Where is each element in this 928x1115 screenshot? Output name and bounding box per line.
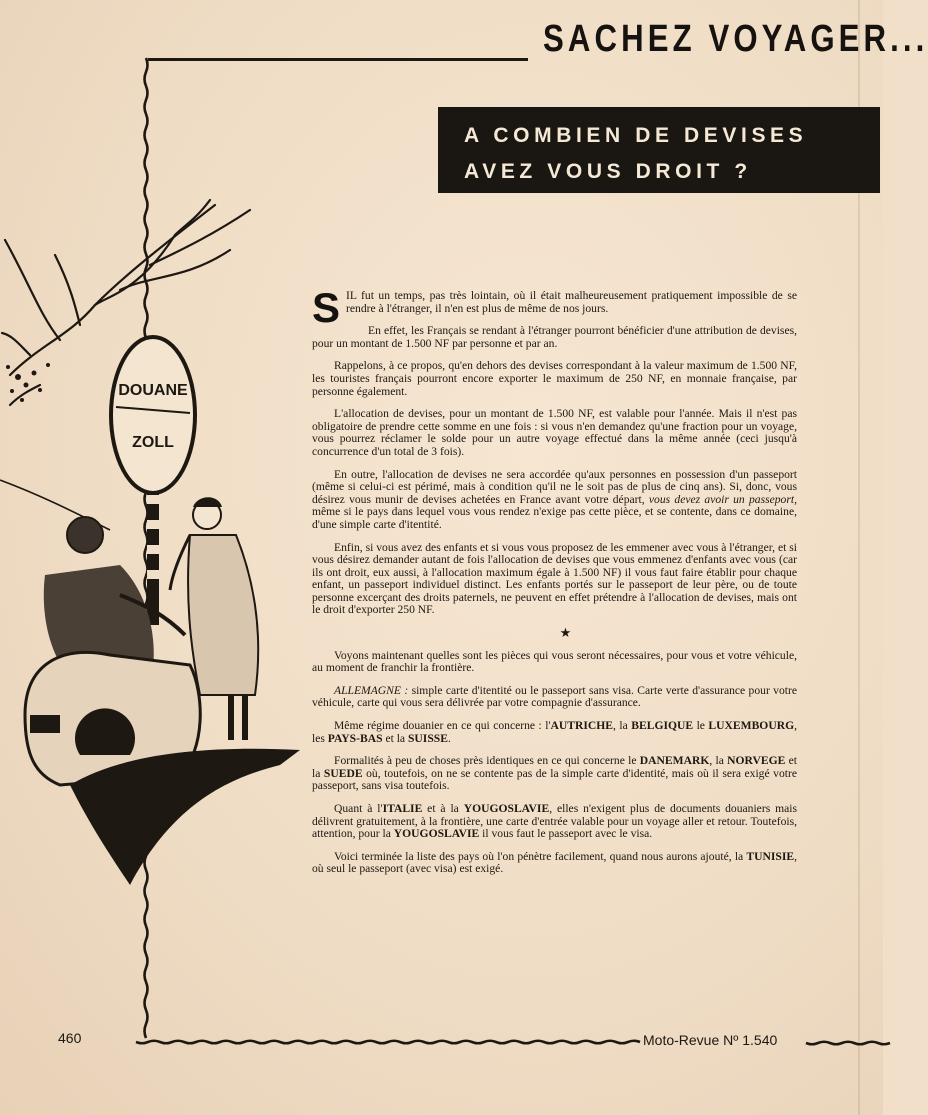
title-rule (148, 58, 528, 61)
country-belgique: BELGIQUE (631, 719, 694, 733)
paragraph-1 (312, 284, 797, 331)
paragraph-5-text-a: En outre, l'allocation de devises ne sera accordée qu'aux personnes en possession d'un passeport (même si celui-ci est périmé, mais à condition qu'il ne le soit pas de plus de cinq ans). Si, donc, vous désirez vous munir de devises achetées en France avant votre départ, (312, 467, 797, 506)
country-yougoslavie: YOUGOSLAVIE (463, 802, 550, 815)
tree-leaves (6, 363, 50, 402)
star-separator: ★ (559, 625, 572, 641)
country-suisse: SUISSE (407, 731, 448, 745)
p9-text-e: et la (382, 731, 408, 745)
paragraph-11 (312, 803, 797, 841)
country-luxembourg: LUXEMBOURG (708, 719, 795, 733)
p11-text-c: , elles n'exigent plus de documents douaniers mais délivrent gratuitement, à la frontière, une carte d'entrée valable pour un voyage aller et retour. Toutefois, attention, pour la (312, 802, 797, 841)
p10-text-a: Formalités à peu de choses près identiques en ce qui concerne le (334, 754, 640, 768)
headline-banner (438, 107, 880, 193)
country-yougoslavie-2: YOUGOSLAVIE (393, 827, 480, 841)
sign-text-douane: DOUANE (118, 382, 188, 399)
paragraph-10 (312, 755, 797, 793)
banner-line-1: A COMBIEN DE DEVISES (464, 124, 808, 147)
paragraph-7: Voyons maintenant quelles sont les pièces qui vous seront nécessaires, pour vous et votre véhicule, au moment de franchir la frontière. (312, 648, 797, 675)
bottom-right-wavy-border (806, 1036, 883, 1050)
page-title: SACHEZ VOYAGER... (543, 18, 928, 60)
customs-sign (111, 337, 195, 493)
p9-text-d: , les (312, 719, 797, 745)
p10-text-b: , la (709, 754, 728, 768)
p9-text-f: . (447, 731, 451, 745)
banner-line-2: AVEZ VOUS DROIT ? (464, 160, 752, 183)
p9-text-a: Même régime douanier en ce qui concerne : l' (334, 719, 551, 733)
p10-text-d: où, toutefois, on ne se contente pas de la simple carte d'identité, mais où il sera exigé votre passeport, sans visa toutefois. (312, 766, 797, 793)
page-number: 460 (58, 1030, 82, 1046)
paragraph-4: L'allocation de devises, pour un montant de 1.500 NF, est valable pour l'année. Mais il n'est pas obligatoire de prendre cette somme en une fois : si vous n'en demandez qu'une fraction pour un voyage, vous pourrez réclamer le solde pour un autre voyage effectué dans la même année (ceci jusqu'à concurrence d'un total de 3 fois). (312, 407, 797, 458)
country-italie: ITALIE (382, 802, 423, 815)
paragraph-8 (312, 685, 797, 710)
p9-text-b: , la (613, 719, 632, 733)
sign-text-zoll: ZOLL (132, 434, 174, 451)
p10-text-c: et la (312, 754, 798, 780)
p9-text-c: le (693, 719, 709, 733)
customs-scooter-illustration (0, 195, 305, 895)
country-norvege: NORVEGE (727, 754, 786, 768)
paragraph-5-emphasis: vous devez avoir un passeport, (648, 492, 797, 506)
p11-text-a: Quant à l' (334, 802, 383, 815)
paragraph-1-text: IL fut un temps, pas très lointain, où il était malheureusement pratiquement impossible de se rendre à l'étranger, il n'en est plus de même de nos jours. (346, 289, 797, 315)
drop-cap: S (312, 284, 341, 331)
paragraph-5 (312, 469, 797, 532)
paragraph-5-text-b: même si le pays dans lequel vous vous rendez n'exige pas cette pièce, et se contente, dans ce domaine, d'une simple carte d'itentité. (312, 505, 797, 531)
article-body (312, 284, 798, 886)
country-danemark: DANEMARK (639, 754, 710, 768)
paragraph-8-text: simple carte d'itentité ou le passeport sans visa. Carte verte d'assurance pour votre véhicule, carte qui vous sera délivrée par votre compagnie d'assurance. (312, 683, 797, 710)
paragraph-12 (312, 851, 797, 876)
country-suede: SUEDE (323, 766, 363, 780)
paragraph-9 (312, 720, 797, 745)
p11-text-d: il vous faut le passeport avec le visa. (479, 827, 653, 841)
country-tunisie: TUNISIE (746, 849, 795, 863)
country-autriche: AUTRICHE (550, 719, 614, 733)
country-pays-bas: PAYS-BAS (327, 731, 383, 745)
country-allemagne: ALLEMAGNE : (334, 683, 409, 697)
p11-text-b: et à la (422, 802, 464, 815)
ground-shadow (70, 749, 300, 885)
p12-text-b: , où seul le passeport (avec visa) est exigé. (312, 849, 797, 876)
magazine-issue: Moto-Revue Nº 1.540 (643, 1032, 778, 1048)
bottom-wavy-border (136, 1034, 636, 1050)
paragraph-3: Rappelons, à ce propos, qu'en dehors des devises correspondant à la valeur maximum de 1.500 NF, les touristes français pourront encore exporter le maximum de 250 NF, en monnaie française, par personne également. (312, 359, 797, 398)
p12-text-a: Voici terminée la liste des pays où l'on pénètre facilement, quand nous aurons ajouté, la (334, 849, 747, 863)
paragraph-2: En effet, les Français se rendant à l'étranger pourront bénéficier d'une attribution de devises, pour un montant de 1.500 NF par personne et par an. (312, 324, 797, 350)
paragraph-6: Enfin, si vous avez des enfants et si vous vous proposez de les emmener avec vous à l'étranger, et si vous désirez demander autant de fois l'allocation de devises que vous emmenez d'enfants avec vous (car ils ont droit, eux aussi, à l'allocation maximum égale à 1.500 NF) il vous faut faire établir pour chaque enfant, un passeport individuel distinct. Les enfants portés sur le passeport de leur père, ou de toute personne excerçant des droits paternels, ne peuvent en effet prétendre à l'allocation de devises, mais ont le droit d'exporter 250 NF. (312, 540, 797, 617)
